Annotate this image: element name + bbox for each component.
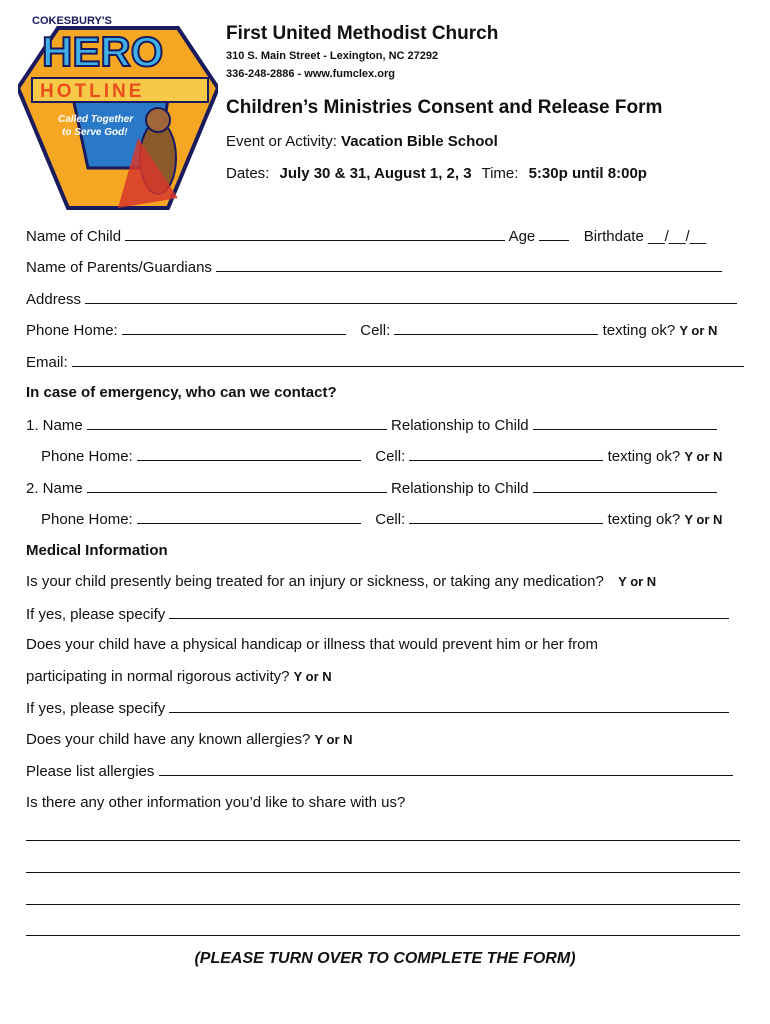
medical-q3-yes-no[interactable]: Y or N	[314, 732, 353, 747]
medical-q3-row	[26, 730, 746, 750]
address-field[interactable]	[85, 289, 737, 304]
medical-q1-specify-row	[26, 604, 746, 625]
contact2-name-label: 2. Name	[26, 480, 83, 497]
event-line	[226, 132, 746, 152]
contact1-texting-label: texting ok?	[607, 448, 681, 465]
contact2-relationship-label: Relationship to Child	[391, 480, 529, 497]
allergies-row	[26, 761, 746, 782]
medical-q2-specify-label: If yes, please specify	[26, 700, 166, 717]
other-info-line-3[interactable]	[26, 904, 740, 905]
medical-q4-text: Is there any other information you’d like to share with us?	[26, 794, 406, 811]
time-value: 5:30p until 8:00p	[528, 165, 647, 182]
header	[226, 22, 746, 184]
logo-title-bottom: HOTLINE	[40, 81, 145, 102]
allergies-label: Please list allergies	[26, 763, 155, 780]
logo-publisher: COKESBURY'S	[32, 15, 112, 27]
contact2-phone-row	[26, 509, 761, 530]
phone-home-field[interactable]	[122, 320, 346, 335]
medical-q2-line2-row	[26, 667, 746, 687]
phone-row	[26, 320, 746, 341]
contact1-phone-home-label: Phone Home:	[41, 448, 133, 465]
contact1-name-label: 1. Name	[26, 417, 83, 434]
contact2-cell-field[interactable]	[409, 509, 603, 524]
emergency-heading: In case of emergency, who can we contact?	[26, 384, 337, 401]
age-label: Age	[508, 228, 536, 245]
contact1-phone-home-field[interactable]	[137, 446, 361, 461]
medical-q1-row	[26, 572, 746, 592]
child-name-field[interactable]	[125, 226, 505, 241]
email-label: Email:	[26, 354, 68, 371]
medical-q2-line2-text: participating in normal rigorous activity?	[26, 668, 290, 685]
birthdate-field[interactable]: __/__/__	[648, 228, 707, 245]
age-field[interactable]	[539, 226, 569, 241]
medical-q1-yes-no[interactable]: Y or N	[618, 574, 657, 589]
hero-hotline-logo-art	[18, 8, 218, 218]
time-label: Time:	[481, 165, 519, 182]
form-title: Children’s Ministries Consent and Release Form	[226, 97, 663, 118]
email-field[interactable]	[72, 352, 744, 367]
parents-row	[26, 257, 746, 278]
logo-tagline-2: to Serve God!	[62, 127, 128, 138]
church-name: First United Methodist Church	[226, 23, 499, 44]
medical-q1-specify-label: If yes, please specify	[26, 606, 166, 623]
allergies-field[interactable]	[159, 761, 733, 776]
event-label: Event or Activity:	[226, 133, 337, 150]
medical-q2-line1: Does your child have a physical handicap or illness that would prevent him or her from	[26, 636, 598, 653]
contact1-cell-field[interactable]	[409, 446, 603, 461]
contact2-phone-home-label: Phone Home:	[41, 511, 133, 528]
email-row	[26, 352, 746, 373]
birthdate-label: Birthdate	[583, 228, 644, 245]
other-info-line-2[interactable]	[26, 872, 740, 873]
church-address: 310 S. Main Street - Lexington, NC 27292	[226, 50, 439, 62]
contact1-cell-label: Cell:	[375, 448, 406, 465]
contact1-relationship-label: Relationship to Child	[391, 417, 529, 434]
event-value: Vacation Bible School	[341, 133, 498, 150]
address-label: Address	[26, 291, 82, 308]
texting-label: texting ok?	[602, 322, 676, 339]
other-info-line-4[interactable]	[26, 935, 740, 936]
contact1-name-field[interactable]	[87, 415, 387, 430]
address-row	[26, 289, 746, 310]
medical-q2-specify-field[interactable]	[169, 698, 729, 713]
cell-field[interactable]	[394, 320, 598, 335]
dates-value: July 30 & 31, August 1, 2, 3	[279, 165, 472, 182]
contact2-name-field[interactable]	[87, 478, 387, 493]
child-name-label: Name of Child	[26, 228, 122, 245]
contact1-phone-row	[26, 446, 761, 467]
contact1-texting-yes-no[interactable]: Y or N	[684, 449, 723, 464]
parents-label: Name of Parents/Guardians	[26, 259, 212, 276]
child-name-row	[26, 226, 746, 247]
church-contact: 336-248-2886 - www.fumclex.org	[226, 68, 395, 80]
dates-label: Dates:	[226, 165, 270, 182]
contact2-relationship-field[interactable]	[533, 478, 717, 493]
medical-q1-text: Is your child presently being treated for an injury or sickness, or taking any medication?	[26, 573, 604, 590]
footer-note: (PLEASE TURN OVER TO COMPLETE THE FORM)	[194, 950, 576, 967]
contact2-cell-label: Cell:	[375, 511, 406, 528]
hero-hotline-logo	[18, 8, 218, 218]
contact1-relationship-field[interactable]	[533, 415, 717, 430]
dates-line	[226, 164, 746, 184]
logo-tagline-1: Called Together	[58, 114, 134, 125]
contact1-name-row	[26, 415, 746, 436]
phone-home-label: Phone Home:	[26, 322, 118, 339]
parents-field[interactable]	[216, 257, 722, 272]
contact2-phone-home-field[interactable]	[137, 509, 361, 524]
contact2-name-row	[26, 478, 746, 499]
medical-q3-text: Does your child have any known allergies?	[26, 731, 311, 748]
medical-q1-specify-field[interactable]	[169, 604, 729, 619]
cell-label: Cell:	[360, 322, 391, 339]
contact2-texting-yes-no[interactable]: Y or N	[684, 512, 723, 527]
medical-heading: Medical Information	[26, 542, 168, 559]
medical-q2-yes-no[interactable]: Y or N	[293, 669, 332, 684]
medical-q2-specify-row	[26, 698, 746, 719]
texting-yes-no[interactable]: Y or N	[679, 323, 718, 338]
other-info-line-1[interactable]	[26, 840, 740, 841]
logo-title-top: HERO	[42, 28, 164, 75]
contact2-texting-label: texting ok?	[607, 511, 681, 528]
